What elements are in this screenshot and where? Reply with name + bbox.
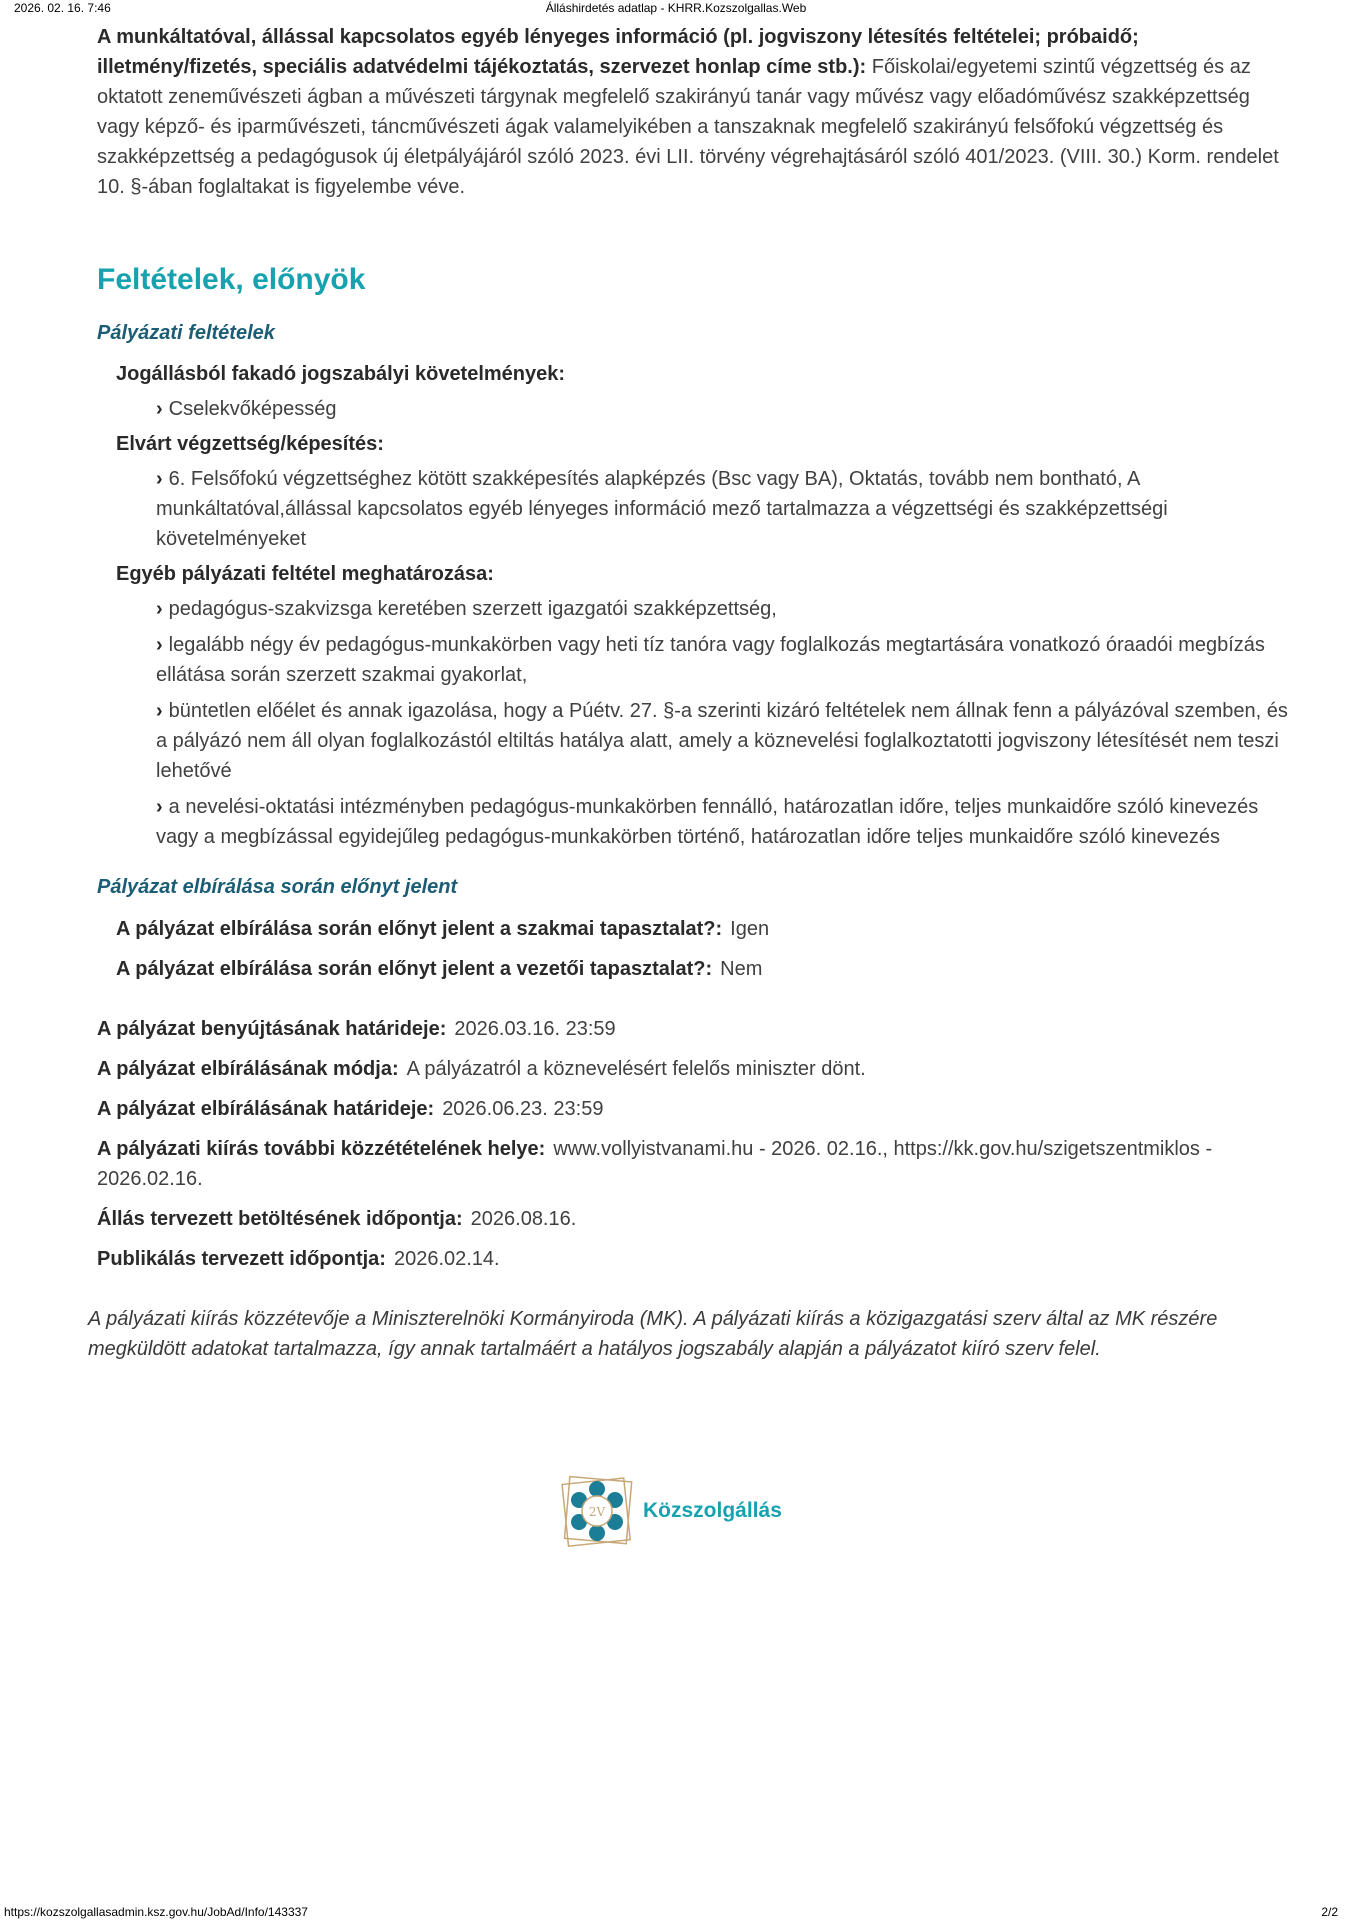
detail-publication-places: A pályázati kiírás további közzétételének helye: www.vollyistvanami.hu - 2026. 02.16., https://kk.gov.hu/szigetszentmiklos - 2026.02.16. xyxy=(97,1138,1213,1190)
detail-submission-deadline: A pályázat benyújtásának határideje: 2026.03.16. 23:59 xyxy=(97,1018,616,1040)
advantage-leadership: A pályázat elbírálása során előnyt jelent a vezetői tapasztalat?: Nem xyxy=(116,958,763,980)
detail-publish-date: Publikálás tervezett időpontja: 2026.02.14. xyxy=(97,1248,500,1270)
chevron-right-icon: › xyxy=(156,796,163,818)
print-page-number: 2/2 xyxy=(1321,1905,1338,1919)
advantages-title: Pályázat elbírálása során előnyt jelent xyxy=(97,876,458,898)
print-url: https://kozszolgallasadmin.ksz.gov.hu/JobAd/Info/143337 xyxy=(4,1905,308,1919)
chevron-right-icon: › xyxy=(156,700,163,722)
other-requirements-list xyxy=(156,594,1297,852)
detail-start-date: Állás tervezett betöltésének időpontja: 2026.08.16. xyxy=(97,1208,577,1230)
detail-evaluation-method: A pályázat elbírálásának módja: A pályázatról a köznevelésért felelős miniszter dönt. xyxy=(97,1058,866,1080)
legal-requirements-label: Jogállásból fakadó jogszabályi követelmények: xyxy=(116,363,566,385)
conditions-title: Pályázati feltételek xyxy=(97,322,275,344)
education-label: Elvárt végzettség/képesítés: xyxy=(116,433,384,455)
details-block xyxy=(97,1014,1297,1274)
print-datetime: 2026. 02. 16. 7:46 xyxy=(14,1,111,15)
legal-requirements-list xyxy=(156,394,1297,424)
advantage-professional: A pályázat elbírálása során előnyt jelent a szakmai tapasztalat?: Igen xyxy=(116,918,770,940)
list-item: › legalább négy év pedagógus-munkakörben vagy heti tíz tanóra vagy foglalkozás megtartására vonatkozó óraadói megbízás ellátása során szerzett szakmai gyakorlat, xyxy=(156,630,1297,690)
chevron-right-icon: › xyxy=(156,634,163,656)
chevron-right-icon: › xyxy=(156,398,163,420)
print-page-title: Álláshirdetés adatlap - KHRR.Kozszolgallas.Web xyxy=(545,1,807,15)
print-footer xyxy=(0,1904,1352,1920)
list-item: › pedagógus-szakvizsga keretében szerzett igazgatói szakképzettség, xyxy=(156,594,1297,624)
advantages-block xyxy=(116,914,1297,984)
list-item: › büntetlen előélet és annak igazolása, hogy a Púétv. 27. §-a szerinti kizáró feltételek nem állnak fenn a pályázóval szemben, és a pályázó nem áll olyan foglalkozástól eltiltás hatálya alatt, amely a köznevelési foglalkoztatotti jogviszony létesítését nem teszi lehetővé xyxy=(156,696,1297,786)
list-item: › 6. Felsőfokú végzettséghez kötött szakképesítés alapképzés (Bsc vagy BA), Oktatás, tovább nem bontható, A munkáltatóval,állással kapcsolatos egyéb lényeges információ mező tartalmazza a végzettségi és szakképzettségi követelményeket xyxy=(156,464,1297,554)
section-title: Feltételek, előnyök xyxy=(97,263,366,296)
other-requirements-label: Egyéb pályázati feltétel meghatározása: xyxy=(116,563,494,585)
kozszolgallas-logo xyxy=(557,1471,787,1551)
disclaimer: A pályázati kiírás közzétevője a Miniszterelnöki Kormányiroda (MK). A pályázati kiírás a közigazgatási szerv által az MK részére megküldött adatokat tartalmazza, így annak tartalmáért a hatályos jogszabály alapján a pályázatot kiíró szerv felel. xyxy=(88,1308,1218,1360)
svg-text:2V: 2V xyxy=(588,1505,606,1519)
chevron-right-icon: › xyxy=(156,598,163,620)
print-header xyxy=(0,0,1352,16)
kozszolgallas-emblem-icon xyxy=(557,1471,637,1551)
chevron-right-icon: › xyxy=(156,468,163,490)
conditions-block xyxy=(116,360,1297,852)
job-ad-content xyxy=(88,22,1297,1364)
intro-text: Főiskolai/egyetemi szintű végzettség és az oktatott zeneművészeti ágban a művészeti tárgynak megfelelő szakirányú tanár vagy művész vagy előadóművész szakképzettség vagy képző- és iparművészeti, táncművészeti ágak valamelyikében a tanszaknak megfelelő szakirányú felsőfokú végzettség és szakképzettség a pedagógusok új életpályájáról szóló 2023. évi LII. törvény végrehajtásáról szóló 401/2023. (VIII. 30.) Korm. rendelet 10. §-ában foglaltakat is figyelembe véve. xyxy=(97,56,1279,198)
education-list xyxy=(156,464,1297,554)
logo-text: Közszolgállás xyxy=(643,1499,782,1522)
detail-evaluation-deadline: A pályázat elbírálásának határideje: 2026.06.23. 23:59 xyxy=(97,1098,604,1120)
intro-label: A munkáltatóval, állással kapcsolatos egyéb lényeges információ (pl. jogviszony létesítés feltételei; próbaidő; illetmény/fizetés, speciális adatvédelmi tájékoztatás, szervezet honlap címe stb.): xyxy=(97,26,1139,78)
list-item: › a nevelési-oktatási intézményben pedagógus-munkakörben fennálló, határozatlan időre, teljes munkaidőre szóló kinevezés vagy a megbízással egyidejűleg pedagógus-munkakörben történő, határozatlan időre teljes munkaidőre szóló kinevezés xyxy=(156,792,1297,852)
intro-paragraph xyxy=(97,22,1297,202)
list-item: › Cselekvőképesség xyxy=(156,394,1297,424)
